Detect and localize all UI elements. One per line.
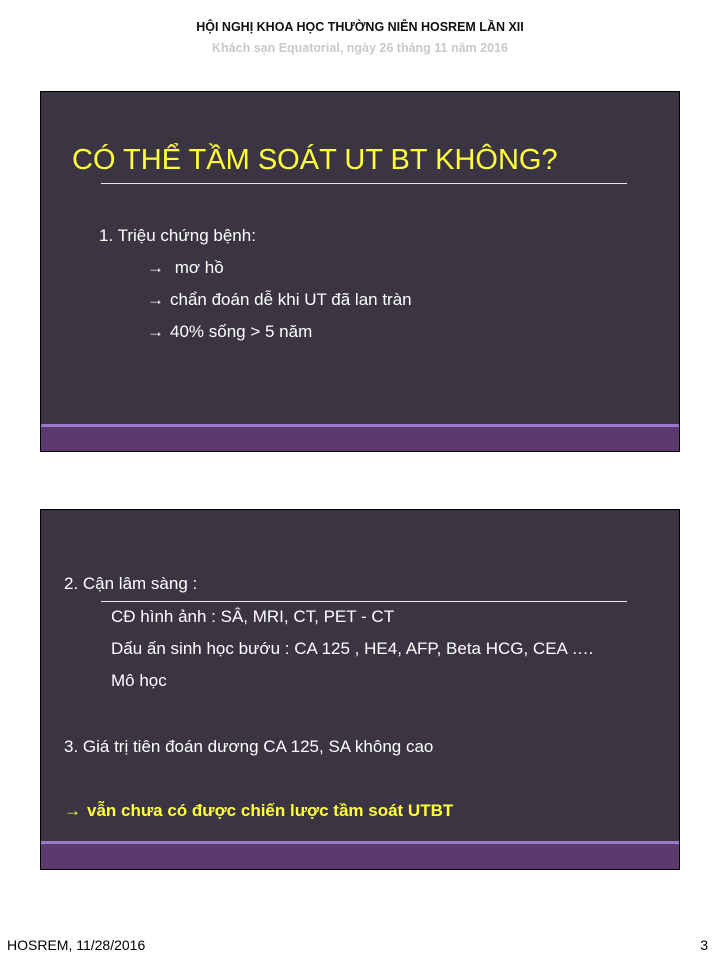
item-1-symptoms: 1. Triệu chứng bệnh: (99, 226, 256, 245)
item-2-paraclinical: 2. Cận lâm sàng : (64, 574, 198, 593)
arrow-right-icon: → (147, 258, 164, 277)
slide-2 (40, 509, 680, 870)
title-underline (101, 183, 627, 184)
bullet-vague: → mơ hồ (147, 258, 224, 277)
arrow-right-icon: → (147, 290, 164, 309)
footer-date: HOSREM, 11/28/2016 (7, 937, 146, 953)
sub-imaging: CĐ hình ảnh : SÂ, MRI, CT, PET - CT (111, 607, 395, 626)
title-underline (101, 601, 627, 602)
conference-subtitle: Khách sạn Equatorial, ngày 26 tháng 11 năm 2016 (212, 41, 508, 55)
sub-tumor-markers: Dấu ấn sinh học bướu : CA 125 , HE4, AFP, Beta HCG, CEA …. (111, 639, 594, 658)
bottom-band (41, 427, 679, 451)
item-3-predictive-value: 3. Giá trị tiên đoán dương CA 125, SA không cao (64, 737, 434, 756)
page-number: 3 (700, 937, 708, 953)
slide-1 (40, 91, 680, 452)
sub-histology: Mô học (111, 671, 167, 690)
conference-title: HỘI NGHỊ KHOA HỌC THƯỜNG NIÊN HOSREM LẦN XII (196, 20, 524, 34)
bullet-survival: → 40% sống > 5 năm (147, 322, 313, 341)
conclusion: → vẫn chưa có được chiến lược tầm soát UTBT (64, 801, 454, 820)
slide-title: CÓ THỂ TẦM SOÁT UT BT KHÔNG? (72, 144, 558, 176)
arrow-right-icon: → (64, 801, 81, 820)
bottom-band (41, 844, 679, 869)
arrow-right-icon: → (147, 322, 164, 341)
bullet-late-diagnosis: → chẩn đoán dễ khi UT đã lan tràn (147, 290, 412, 309)
